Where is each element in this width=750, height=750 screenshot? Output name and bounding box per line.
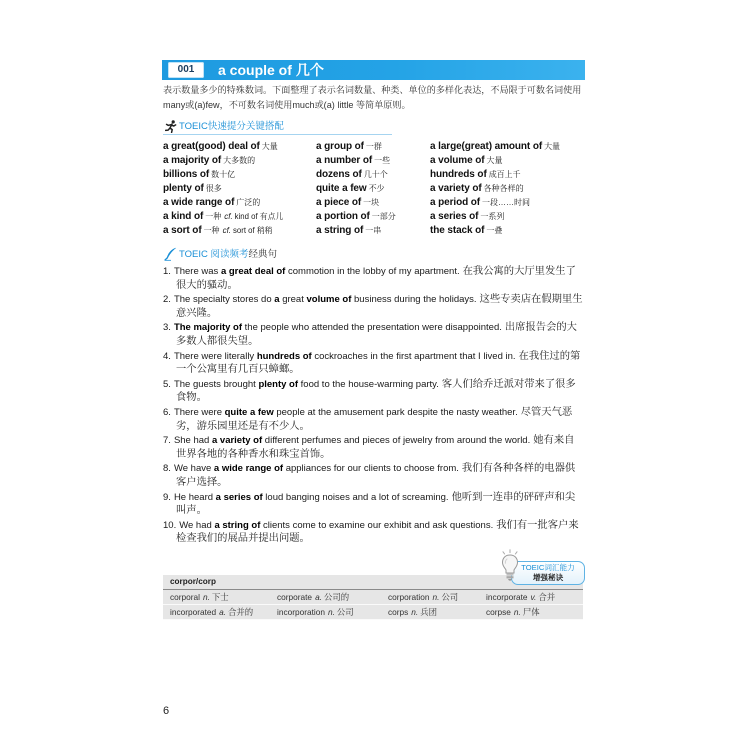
collocation-item — [163, 166, 283, 180]
vocab-meaning: 合并的 — [228, 607, 254, 617]
sentence-key-phrase: quite a few — [224, 406, 274, 418]
vocab-cell — [486, 605, 583, 619]
collocation-item — [163, 208, 283, 222]
sentence-text: appliances for our clients to choose from. — [283, 463, 459, 475]
collocation-english: a piece of — [316, 197, 362, 208]
vocab-word: corporation — [388, 592, 430, 602]
sentence-text: commotion in the lobby of my apartment. — [285, 266, 460, 277]
collocation-english: a great(good) deal of — [163, 141, 260, 152]
sentence-item — [163, 491, 584, 518]
collocation-english: plenty of — [163, 183, 204, 194]
collocation-chinese: 一些 — [374, 156, 391, 165]
collocation-chinese: 一部分 — [371, 212, 396, 221]
collocation-english: billions of — [163, 169, 210, 180]
sentence-number: 1. — [163, 266, 171, 277]
sentence-text: cockroaches in the first apartment that I lived in. — [311, 350, 516, 362]
vocab-word: incorporate — [486, 592, 528, 602]
collocation-english: a string of — [316, 225, 364, 236]
sentence-translation: 他听到一连串的砰砰声和尖叫声。 — [176, 491, 576, 517]
sentence-number: 5. — [163, 378, 171, 390]
page-number: 6 — [163, 705, 170, 717]
sentence-translation: 客人们给乔迁派对带来了很多食物。 — [176, 378, 576, 404]
sentence-number: 4. — [163, 350, 171, 362]
collocation-english: a period of — [430, 197, 481, 208]
collocation-chinese: 大量 — [486, 156, 503, 165]
sentences-heading-blue: TOEIC 阅读频考 — [179, 249, 249, 260]
collocation-english: a wide range of — [163, 197, 235, 208]
sentence-number: 8. — [163, 463, 171, 475]
vocab-meaning: 公司 — [336, 607, 354, 617]
part-of-speech: v. — [530, 592, 537, 602]
vocab-word: incorporated — [170, 607, 217, 617]
sentence-text: food to the house-warming party. — [298, 378, 439, 390]
sentence-item — [163, 350, 584, 377]
collocation-english: a portion of — [316, 211, 370, 222]
sentence-translation: 我们有各种各样的电器供客户选择。 — [176, 463, 576, 488]
collocation-english: a volume of — [430, 155, 485, 166]
vocab-word: incorporation — [277, 607, 325, 617]
vocabulary-rows — [163, 590, 583, 620]
example-sentence-list — [163, 265, 584, 547]
sentence-key-phrase: volume of — [306, 294, 352, 306]
collocation-item — [163, 180, 283, 194]
vocab-meaning: 尸体 — [522, 607, 540, 617]
collocation-chinese: 几十个 — [363, 170, 388, 179]
collocation-chinese: 一系列 — [480, 212, 505, 221]
vocab-meaning: 公司的 — [323, 592, 350, 602]
sentence-text: people at the amusement park despite the nasty weather. — [273, 406, 518, 418]
collocation-english: quite a few — [316, 183, 367, 194]
collocation-item — [430, 138, 560, 152]
collocation-chinese: 一块 — [363, 198, 380, 207]
collocation-chinese: 一群 — [365, 142, 382, 151]
sentence-text: the people who attended the presentation were disappointed. — [242, 322, 502, 334]
sentence-text: clients come to examine our exhibit and ask questions. — [260, 519, 494, 531]
collocation-item — [163, 152, 283, 166]
sentence-text: We had — [179, 519, 215, 531]
collocation-english: hundreds of — [430, 169, 487, 180]
sentence-number: 3. — [163, 322, 171, 334]
collocation-item — [316, 208, 396, 222]
sentence-text: different perfumes and pieces of jewelry from around the world. — [262, 435, 531, 447]
collocation-item — [430, 194, 560, 208]
part-of-speech: n. — [411, 607, 419, 617]
sentence-translation: 这些专卖店在假期里生意兴隆。 — [176, 294, 583, 319]
collocation-column-2 — [316, 138, 396, 236]
collocation-english: a majority of — [163, 155, 222, 166]
part-of-speech: n. — [513, 607, 521, 617]
pen-icon — [164, 247, 177, 261]
sentence-item — [163, 378, 584, 405]
lesson-title-chinese: 几个 — [295, 62, 324, 78]
vocab-cell — [170, 605, 277, 619]
sentence-text: There were literally — [173, 350, 257, 362]
vocab-tip-badge — [511, 561, 585, 585]
sentence-translation: 我们有一批客户来检查我们的展品并提出问题。 — [176, 519, 579, 545]
collocation-chinese: 成百上千 — [488, 170, 521, 179]
sentence-translation: 尽管天气恶劣，游乐园里还是有不少人。 — [176, 406, 573, 432]
sentences-heading-text — [179, 247, 277, 262]
table-row — [163, 605, 583, 620]
part-of-speech: n. — [202, 592, 210, 602]
vocab-word: corps — [388, 607, 409, 617]
collocation-chinese: 数十亿 — [211, 170, 236, 179]
lesson-header-bar — [162, 60, 585, 80]
collocation-english: a series of — [430, 211, 479, 222]
vocab-tip-line-2: 增强秘诀 — [532, 573, 564, 582]
sentence-text: We have — [173, 463, 214, 475]
sentence-item — [163, 265, 584, 292]
collocation-item — [430, 208, 560, 222]
sentence-item — [163, 406, 584, 433]
sentence-key-phrase: a great deal of — [220, 266, 286, 277]
sentence-text: There was — [173, 266, 221, 277]
collocation-english: a large(great) amount of — [430, 141, 543, 152]
sentence-key-phrase: a — [274, 294, 280, 306]
vocab-meaning: 兵团 — [420, 607, 437, 617]
vocab-word: corpse — [486, 607, 511, 617]
part-of-speech: n. — [327, 607, 335, 617]
vocab-meaning: 公司 — [441, 592, 459, 602]
collocation-item — [316, 222, 396, 236]
vocab-cell — [277, 590, 388, 604]
vocab-word: corporal — [170, 592, 200, 602]
sentence-translation: 出席报告会的大多数人都很失望。 — [176, 322, 577, 347]
sentence-key-phrase: The majority of — [173, 322, 243, 334]
vocab-cell — [388, 590, 486, 604]
sentence-item — [163, 321, 584, 348]
part-of-speech: a. — [315, 592, 322, 602]
lesson-title — [218, 60, 324, 80]
sentence-text: The guests brought — [173, 378, 259, 390]
collocation-item — [316, 152, 396, 166]
sentence-key-phrase: a variety of — [211, 435, 263, 447]
part-of-speech: a. — [219, 607, 227, 617]
collocation-item — [430, 180, 560, 194]
sentence-key-phrase: a wide range of — [213, 463, 284, 475]
sentence-key-phrase: plenty of — [258, 378, 299, 390]
collocation-item — [316, 194, 396, 208]
vocab-cell — [486, 590, 583, 604]
collocation-chinese: 各种各样的 — [483, 184, 524, 193]
collocation-chinese: 大多数的 — [223, 156, 256, 165]
collocation-chinese: 一段……时间 — [482, 198, 531, 207]
sentence-text: There were — [173, 406, 225, 418]
sentence-text: The specialty stores do — [173, 294, 275, 306]
table-row — [163, 590, 583, 605]
collocation-english: a number of — [316, 155, 373, 166]
collocation-cf-label: cf. — [224, 212, 233, 221]
collocations-heading-text: TOEIC快速提分关键搭配 — [179, 121, 284, 132]
collocation-cf-label: cf. — [222, 226, 232, 235]
sentence-item — [163, 434, 584, 461]
collocation-chinese: 大量 — [544, 142, 561, 151]
collocation-chinese: 一叠 — [486, 226, 503, 235]
collocation-item — [316, 166, 396, 180]
collocation-column-3 — [430, 138, 560, 236]
sentence-item — [163, 519, 584, 546]
sentences-heading-dark: 经典句 — [248, 249, 278, 260]
collocation-item — [316, 138, 396, 152]
lesson-number: 001 — [168, 62, 204, 78]
collocation-chinese: 一串 — [365, 226, 382, 235]
collocation-english: a group of — [316, 141, 364, 152]
collocations-heading — [163, 119, 392, 135]
vocab-word: corporate — [277, 592, 313, 602]
sentence-text: He heard — [173, 491, 216, 503]
collocation-column-1 — [163, 138, 283, 236]
collocation-english: dozens of — [316, 169, 362, 180]
vocab-tip-line-1: TOEIC词汇能力 — [521, 563, 575, 572]
sentence-number: 7. — [163, 435, 171, 447]
sentence-text: loud banging noises and a lot of screaming. — [262, 491, 449, 503]
collocation-item — [316, 180, 396, 194]
runner-icon — [165, 120, 177, 133]
sentence-translation: 在我公寓的大厅里发生了很大的骚动。 — [176, 266, 576, 291]
sentence-key-phrase: hundreds of — [256, 350, 312, 362]
sentence-translation: 在我住过的第一个公寓里有几百只蟑螂。 — [176, 350, 581, 376]
part-of-speech: n. — [432, 592, 440, 602]
sentence-key-phrase: a series of — [215, 491, 263, 503]
collocation-english: a sort of — [163, 225, 202, 236]
vocab-cell — [277, 605, 388, 619]
collocation-cf-note: kind of 有点儿 — [234, 212, 284, 221]
collocation-chinese: 一种 — [205, 212, 222, 221]
collocation-chinese: 不少 — [368, 184, 385, 193]
collocation-chinese: 一种 — [203, 226, 220, 235]
vocab-meaning: 下士 — [211, 592, 229, 602]
collocation-chinese: 广泛的 — [236, 198, 261, 207]
collocation-item — [163, 138, 283, 152]
sentence-text: great — [279, 294, 307, 306]
sentence-number: 10. — [163, 519, 177, 531]
collocation-chinese: 很多 — [205, 184, 222, 193]
sentence-number: 9. — [163, 491, 171, 503]
collocation-english: a variety of — [430, 183, 482, 194]
sentence-translation: 她有来自世界各地的各种香水和珠宝首饰。 — [176, 435, 575, 460]
vocab-cell — [388, 605, 486, 619]
vocab-cell — [170, 590, 277, 604]
sentence-number: 6. — [163, 406, 171, 418]
collocation-cf-note: sort of 稍稍 — [233, 226, 273, 235]
collocation-item — [163, 222, 283, 236]
collocation-item — [163, 194, 283, 208]
lesson-title-english: a couple of — [218, 62, 292, 78]
intro-paragraph: 表示数量多少的特殊数词。下面整理了表示名词数量、种类、单位的多样化表达，不局限于可数名词使用many或(a)few，不可数名词使用much或(a) little 等简单原则。 — [163, 85, 582, 110]
sentence-item — [163, 293, 584, 320]
collocation-item — [430, 222, 560, 236]
collocation-chinese: 大量 — [261, 142, 278, 151]
collocation-item — [430, 166, 560, 180]
collocation-english: the stack of — [430, 225, 485, 236]
collocation-english: a kind of — [163, 211, 204, 222]
sentence-text: business during the holidays. — [351, 294, 477, 306]
sentences-heading — [163, 247, 363, 262]
sentence-key-phrase: a string of — [214, 519, 261, 531]
vocab-meaning: 合并 — [538, 592, 556, 602]
collocation-item — [430, 152, 560, 166]
sentence-item — [163, 462, 584, 489]
sentence-number: 2. — [163, 294, 171, 306]
word-root: corpor/corp — [163, 575, 583, 590]
sentence-text: She had — [173, 435, 212, 447]
light-bulb-icon — [499, 549, 521, 583]
